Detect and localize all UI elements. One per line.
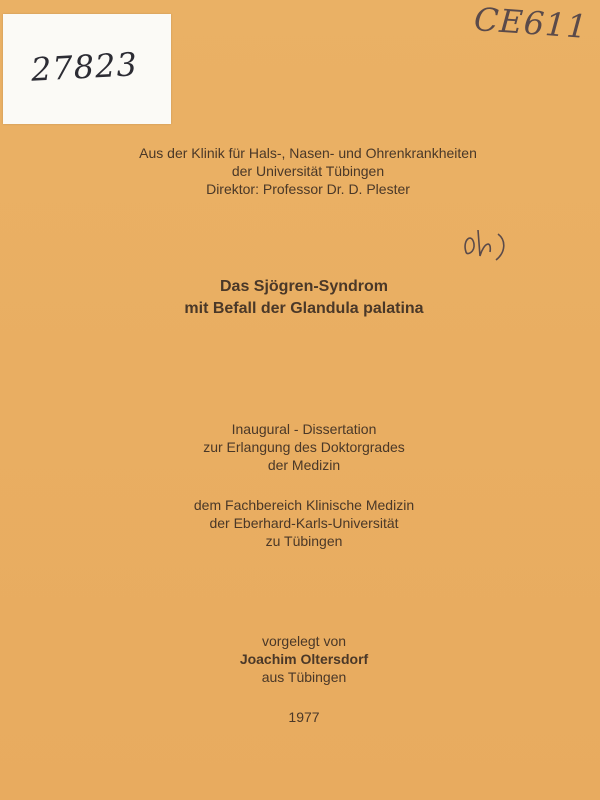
library-label-number: 27823 (30, 45, 139, 89)
dissertation-field: der Medizin (267, 457, 341, 473)
title-line-1: Das Sjögren-Syndrom (219, 278, 389, 295)
dissertation-purpose: zur Erlangung des Doktorgrades (203, 439, 405, 455)
faculty-city: zu Tübingen (265, 533, 343, 549)
library-label (3, 14, 171, 124)
author-origin: aus Tübingen (261, 669, 347, 685)
institution-block (0, 144, 600, 198)
faculty-department: dem Fachbereich Klinische Medizin (193, 497, 415, 513)
institution-university: der Universität Tübingen (231, 163, 385, 179)
institution-clinic: Aus der Klinik für Hals-, Nasen- und Ohrenkrankheiten (139, 145, 477, 161)
handwritten-code: CE611 (472, 0, 590, 46)
publication-year: 1977 (288, 709, 320, 725)
dissertation-type: Inaugural - Dissertation (231, 421, 377, 437)
dissertation-block (0, 420, 600, 474)
title-line-2: mit Befall der Glandula palatina (184, 300, 424, 317)
institution-director: Direktor: Professor Dr. D. Plester (206, 181, 410, 197)
presented-by-label: vorgelegt von (261, 633, 347, 649)
faculty-block (0, 496, 600, 550)
presented-by-block (0, 632, 600, 686)
thesis-title (0, 276, 600, 320)
author-name: Joachim Oltersdorf (239, 651, 369, 667)
handwritten-mark (458, 222, 518, 264)
faculty-university: der Eberhard-Karls-Universität (209, 515, 399, 531)
